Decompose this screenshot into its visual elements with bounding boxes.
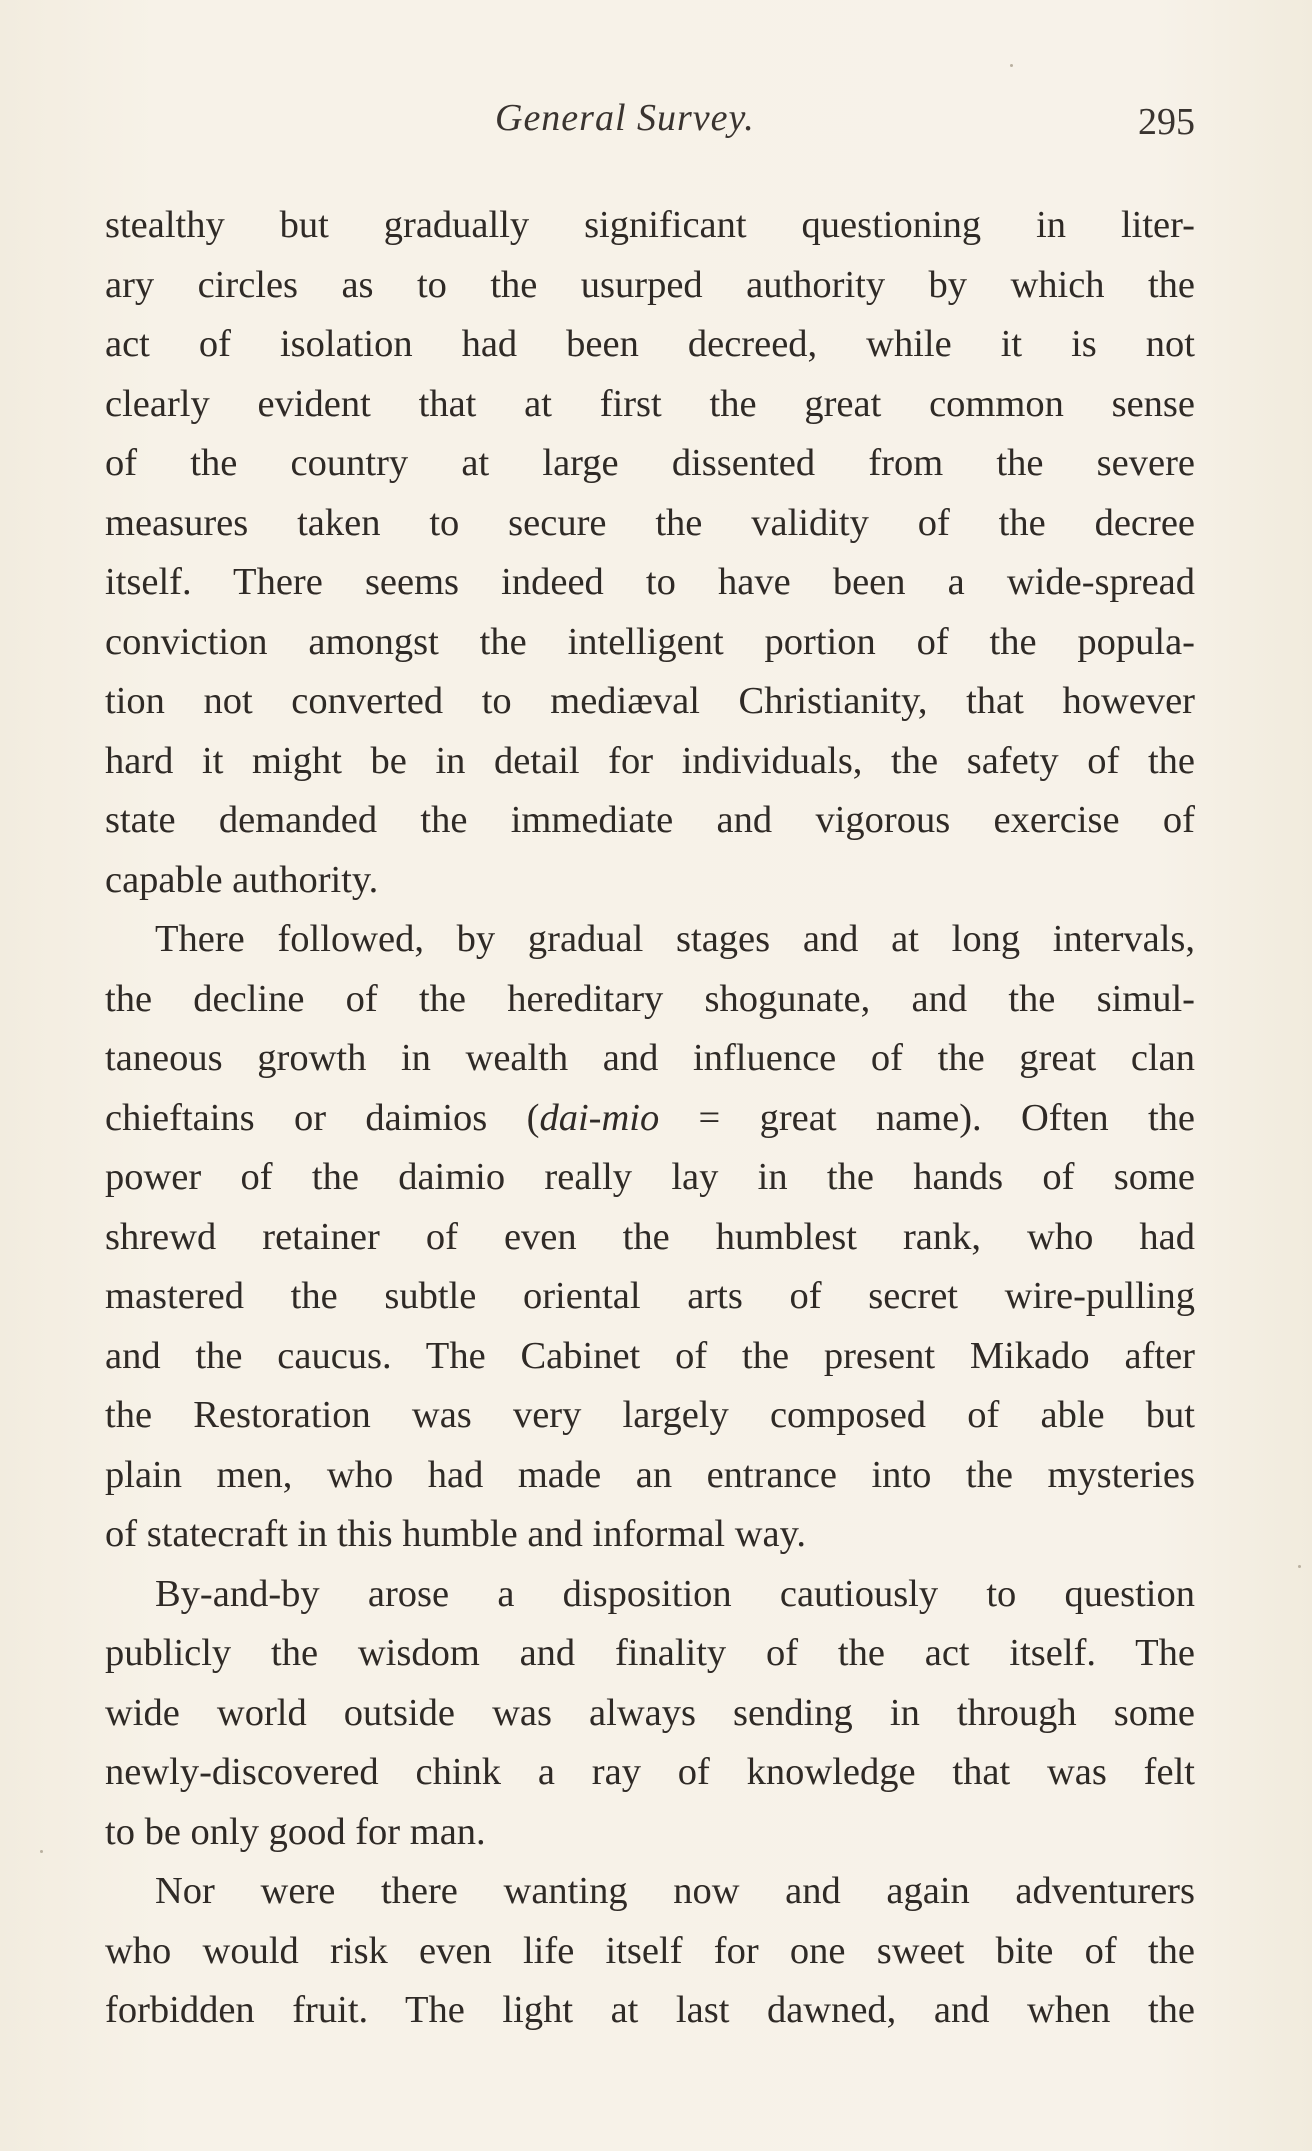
- text-line: conviction amongst the intelligent portion of the popula-: [105, 620, 1195, 663]
- text-line: wide world outside was always sending in through some: [105, 1691, 1195, 1734]
- text-line: plain men, who had made an entrance into the mysteries: [105, 1453, 1195, 1496]
- text-line-daimio: [105, 1089, 1195, 1149]
- text-line: state demanded the immediate and vigorous exercise of: [105, 799, 1195, 841]
- paragraph-1: [105, 196, 1195, 910]
- running-title: General Survey.: [495, 97, 755, 139]
- text-line: By-and-by arose a disposition cautiously to question: [155, 1572, 1195, 1615]
- text-line: of statecraft in this humble and informal way.: [105, 1513, 806, 1555]
- text-line: stealthy but gradually significant questioning in liter-: [105, 204, 1195, 246]
- text-line: of the country at large dissented from the severe: [105, 442, 1195, 484]
- text-line: hard it might be in detail for individuals, the safety of the: [105, 739, 1195, 782]
- paper-speck: [40, 1850, 43, 1853]
- text-line: taneous growth in wealth and influence of the great clan: [105, 1037, 1195, 1079]
- text-line: Nor were there wanting now and again adventurers: [155, 1870, 1195, 1912]
- text-line: clearly evident that at first the great common sense: [105, 382, 1195, 425]
- text-line: shrewd retainer of even the humblest rank, who had: [105, 1215, 1195, 1258]
- text-line: forbidden fruit. The light at last dawned, and when the: [105, 1989, 1195, 2031]
- paragraph-2: [105, 910, 1195, 1565]
- text-line: act of isolation had been decreed, while it is not: [105, 323, 1195, 365]
- text-line: ary circles as to the usurped authority by which the: [105, 263, 1195, 306]
- daimio-post: = great name). Often the: [659, 1096, 1195, 1139]
- text-line: measures taken to secure the validity of the decree: [105, 501, 1195, 544]
- text-line: newly-discovered chink a ray of knowledge that was felt: [105, 1751, 1195, 1793]
- text-line: and the caucus. The Cabinet of the present Mikado after: [105, 1334, 1195, 1377]
- text-line: capable authority.: [105, 858, 379, 901]
- text-line: publicly the wisdom and finality of the act itself. The: [105, 1632, 1195, 1674]
- text-line: There followed, by gradual stages and at long intervals,: [155, 918, 1195, 960]
- text-line: power of the daimio really lay in the hands of some: [105, 1156, 1195, 1198]
- paragraph-3: [105, 1565, 1195, 1863]
- body-text: [105, 196, 1195, 2041]
- paper-speck: [1010, 64, 1013, 67]
- paragraph-4: [105, 1862, 1195, 2041]
- page-number: 295: [1138, 101, 1195, 143]
- daimio-term: dai-mio: [539, 1096, 660, 1139]
- text-line: who would risk even life itself for one sweet bite of the: [105, 1929, 1195, 1972]
- running-head: [105, 96, 1195, 156]
- text-line: itself. There seems indeed to have been a wide-spread: [105, 561, 1195, 603]
- text-line: tion not converted to mediæval Christianity, that however: [105, 680, 1195, 722]
- paper-speck: [1298, 1565, 1301, 1568]
- text-line: to be only good for man.: [105, 1810, 486, 1853]
- text-line: the decline of the hereditary shogunate, and the simul-: [105, 977, 1195, 1020]
- text-line: mastered the subtle oriental arts of secret wire-pulling: [105, 1275, 1195, 1317]
- text-line: the Restoration was very largely composed of able but: [105, 1394, 1195, 1436]
- daimio-pre: chieftains or daimios (: [105, 1096, 540, 1139]
